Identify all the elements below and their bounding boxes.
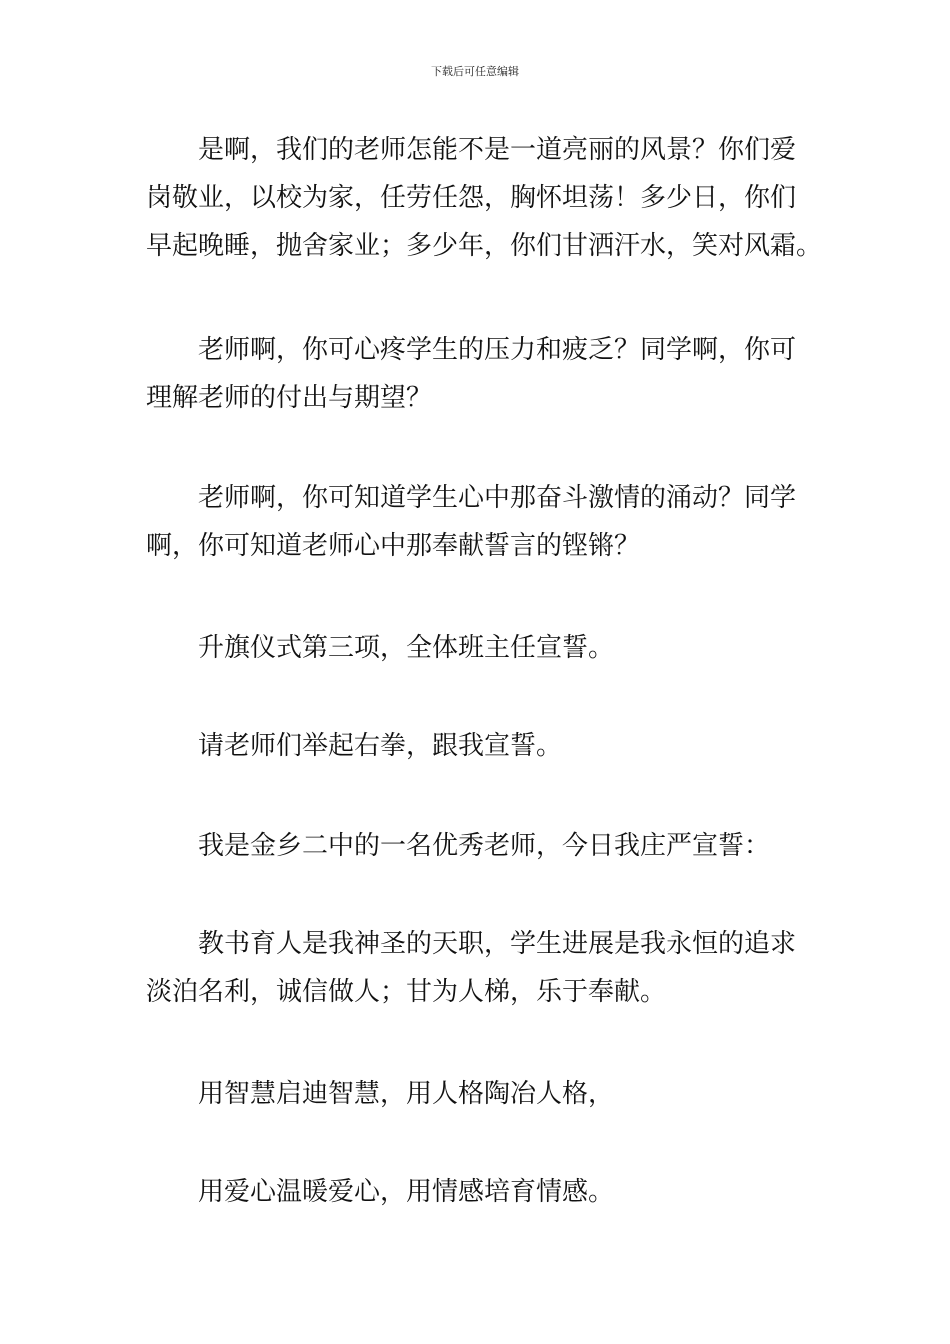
paragraph-line: 早起晚睡，抛舍家业；多少年，你们甘洒汗水，笑对风霜。 <box>146 231 823 261</box>
paragraph-4 <box>146 624 808 672</box>
paragraph-line: 我是金乡二中的一名优秀老师，今日我庄严宣誓： <box>198 831 771 861</box>
paragraph-8 <box>146 1070 808 1118</box>
paragraph-7 <box>146 920 808 1016</box>
paragraph-3 <box>146 474 808 570</box>
paragraph-line: 理解老师的付出与期望？ <box>146 383 433 413</box>
paragraph-line: 岗敬业，以校为家，任劳任怨，胸怀坦荡！多少日，你们 <box>146 183 797 213</box>
paragraph-line: 教书育人是我神圣的天职，学生进展是我永恒的追求 <box>198 929 797 959</box>
paragraph-line: 淡泊名利，诚信做人；甘为人梯，乐于奉献。 <box>146 977 667 1007</box>
paragraph-line: 升旗仪式第三项，全体班主任宣誓。 <box>198 633 615 663</box>
page-header: 下载后可任意编辑 <box>431 65 519 78</box>
paragraph-5 <box>146 722 808 770</box>
paragraph-line: 老师啊，你可心疼学生的压力和疲乏？同学啊，你可 <box>198 335 797 365</box>
paragraph-2 <box>146 326 808 422</box>
paragraph-6 <box>146 822 808 870</box>
paragraph-line: 用爱心温暖爱心，用情感培育情感。 <box>198 1177 615 1207</box>
paragraph-line: 老师啊，你可知道学生心中那奋斗激情的涌动？同学 <box>198 483 797 513</box>
paragraph-9 <box>146 1168 808 1216</box>
paragraph-line: 请老师们举起右拳，跟我宣誓。 <box>198 731 563 761</box>
paragraph-line: 啊，你可知道老师心中那奉献誓言的铿锵？ <box>146 531 641 561</box>
paragraph-1 <box>146 126 823 270</box>
paragraph-line: 用智慧启迪智慧，用人格陶冶人格， <box>198 1079 615 1109</box>
paragraph-line: 是啊，我们的老师怎能不是一道亮丽的风景？你们爱 <box>198 135 797 165</box>
